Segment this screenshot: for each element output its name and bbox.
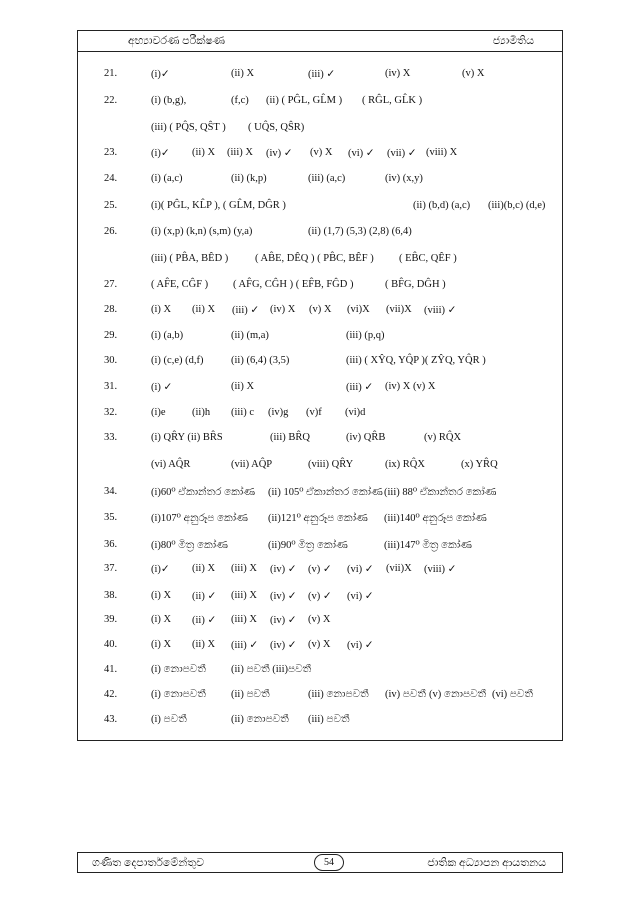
question-number: 24. <box>104 173 118 184</box>
answer-item: (iii) X <box>231 590 257 601</box>
answer-item: (i) (c,e) (d,f) <box>151 355 204 366</box>
question-number: 41. <box>104 664 118 675</box>
answer-row <box>77 147 563 167</box>
answer-row <box>77 200 563 220</box>
answer-item: (iii)(b,c) (d,e) <box>488 200 546 211</box>
answer-item: (v) ✓ <box>308 564 332 575</box>
answer-row <box>77 639 563 659</box>
answer-row <box>77 432 563 452</box>
header-right-title: ජ්‍යාමිතිය <box>492 35 534 47</box>
answer-item: (v) ✓ <box>308 591 332 602</box>
answer-item: (iv) (x,y) <box>385 173 423 184</box>
answer-row <box>77 512 563 532</box>
answer-item: (iii) ( XŶQ, YQ̂P )( ZŶQ, YQ̂R ) <box>346 355 486 366</box>
answer-item: (i) නොපවතී <box>151 664 206 675</box>
answer-item: (v)f <box>306 407 322 418</box>
answer-item: (ii) ( PĜL, GL̂M ) <box>266 95 343 106</box>
answer-item: (i) පවතී <box>151 714 187 725</box>
answer-item: (iii) X <box>231 614 257 625</box>
answer-item: (ii) X <box>192 563 216 574</box>
answer-item: (ii) X <box>192 304 216 315</box>
question-number: 21. <box>104 68 118 79</box>
question-number: 42. <box>104 689 118 700</box>
answer-item: ( UQ̂S, QŜR) <box>248 122 305 133</box>
answer-item: (iv) ✓ <box>270 615 297 626</box>
answer-item: (v) X <box>309 304 332 315</box>
answer-item: (i)✓ <box>151 69 170 80</box>
answer-item: ( RĜL, GL̂K ) <box>362 95 423 106</box>
question-number: 29. <box>104 330 118 341</box>
answer-item: (iii) X <box>231 563 257 574</box>
answer-item: (i) X <box>151 304 172 315</box>
answer-item: (i) QR̂Y (ii) BR̂S <box>151 432 223 443</box>
answer-item: (i)e <box>151 407 166 418</box>
answer-item: (iii) (a,c) <box>308 173 346 184</box>
answer-row <box>77 279 563 299</box>
answer-item: (iv) X <box>385 68 411 79</box>
answer-item: (i) (a,b) <box>151 330 184 341</box>
answer-item: (ii) X <box>192 147 216 158</box>
answer-row <box>77 664 563 684</box>
question-number: 23. <box>104 147 118 158</box>
question-number: 25. <box>104 200 118 211</box>
answer-item: (vi) ✓ <box>347 591 374 602</box>
answer-item: (iv) පවතී <box>385 689 426 700</box>
answer-row <box>77 407 563 427</box>
answer-item: (ii) පවතී <box>231 689 270 700</box>
answer-item: (v) X <box>462 68 485 79</box>
answer-item: (i) (x,p) (k,n) (s,m) (y,a) <box>151 226 253 237</box>
question-number: 35. <box>104 512 118 523</box>
answer-item: (v) X <box>308 614 331 625</box>
answer-item: ( EB̂C, QÊF ) <box>399 253 457 264</box>
answer-item: (vii)X <box>386 563 412 574</box>
answer-item: ( AB̂E, DÊQ ) ( PB̂C, BÊF ) <box>255 253 374 264</box>
answer-item: (ii) ✓ <box>192 615 217 626</box>
answer-item: (x) YR̂Q <box>461 459 498 470</box>
answer-row <box>77 355 563 375</box>
answer-row <box>77 253 563 273</box>
answer-item: ( AF̂E, CĜF ) <box>151 279 209 290</box>
header-left-title: අභ්‍යාවරණ පරීක්ෂණ <box>128 35 225 47</box>
answer-item: (iii) ✓ <box>308 69 336 80</box>
answer-item: (iv) X <box>270 304 296 315</box>
answer-item: (v) RQ̂X <box>424 432 462 443</box>
answer-item: (vi)X <box>347 304 370 315</box>
answer-item: (iv) QR̂B <box>346 432 386 443</box>
answer-item: (viii) X <box>426 147 458 158</box>
answer-item: (ii)h <box>192 407 211 418</box>
answer-item: (i) නොපවතී <box>151 689 206 700</box>
answer-item: (iii) නොපවතී <box>308 689 369 700</box>
answer-item: (ix) RQ̂X <box>385 459 425 470</box>
answer-item: (vi) ✓ <box>348 148 375 159</box>
answer-item: (vii) AQ̂P <box>231 459 273 470</box>
answer-item: (vi) AQ̂R <box>151 459 191 470</box>
answer-item: (ii) පවතී (iii)පවතී <box>231 664 312 675</box>
answer-item: (iv) ✓ <box>270 564 297 575</box>
footer-institute: ජාතික අධ්‍යාපන ආයතනය <box>427 857 546 869</box>
answer-item: (ii) ✓ <box>192 591 217 602</box>
answer-item: (viii) QR̂Y <box>308 459 354 470</box>
question-number: 27. <box>104 279 118 290</box>
question-number: 28. <box>104 304 118 315</box>
answer-item: (iv)g <box>268 407 289 418</box>
answer-row <box>77 486 563 506</box>
answer-item: (ii) (b,d) (a,c) <box>413 200 471 211</box>
answer-row <box>77 563 563 583</box>
answer-item: (iii) ( PB̂A, BÊD ) <box>151 253 229 264</box>
answer-item: (iv) ✓ <box>270 591 297 602</box>
answer-item: (i) X <box>151 614 172 625</box>
answer-item: (iii)140⁰ අනුරූප කෝණ <box>384 513 487 524</box>
answer-item: (iv) ✓ <box>266 148 293 159</box>
answer-item: (i)( PĜL, KL̂P ), ( GL̂M, DĜR ) <box>151 200 286 211</box>
question-number: 32. <box>104 407 118 418</box>
answer-row <box>77 68 563 88</box>
answer-item: (vii) ✓ <box>387 148 417 159</box>
answer-item: (iii) ✓ <box>231 640 259 651</box>
answer-item: (vii)X <box>386 304 412 315</box>
answer-item: (f,c) <box>231 95 249 106</box>
answer-item: (v) X <box>308 639 331 650</box>
answer-item: (iii) X <box>227 147 253 158</box>
question-number: 34. <box>104 486 118 497</box>
question-number: 37. <box>104 563 118 574</box>
answer-row <box>77 459 563 479</box>
answer-row <box>77 381 563 401</box>
answer-item: (vi) ✓ <box>347 640 374 651</box>
answer-row <box>77 614 563 634</box>
answer-item: (ii) (m,a) <box>231 330 269 341</box>
question-number: 30. <box>104 355 118 366</box>
answer-row <box>77 590 563 610</box>
answer-item: (ii) X <box>231 68 255 79</box>
answer-item: (ii)90⁰ මිත්‍ර කෝණ <box>268 540 348 551</box>
page-number: 54 <box>314 854 344 871</box>
answer-row <box>77 95 563 115</box>
answer-item: (iii) BR̂Q <box>270 432 310 443</box>
answer-item: (vi)d <box>345 407 366 418</box>
answer-row <box>77 122 563 142</box>
question-number: 22. <box>104 95 118 106</box>
answer-item: (ii) 105⁰ ඒකාන්තර කෝණ <box>268 487 383 498</box>
answer-item: (ii) නොපවතී <box>231 714 289 725</box>
answer-item: (ii) (1,7) (5,3) (2,8) (6,4) <box>308 226 412 237</box>
answer-item: (viii) ✓ <box>424 564 457 575</box>
question-number: 36. <box>104 539 118 550</box>
question-number: 31. <box>104 381 118 392</box>
answer-item: ( BF̂G, DĜH ) <box>385 279 446 290</box>
answer-item: (i)80⁰ මිත්‍ර කෝණ <box>151 540 228 551</box>
answer-row <box>77 689 563 709</box>
answer-item: ( AF̂G, CĜH ) ( EF̂B, FĜD ) <box>233 279 354 290</box>
answer-item: (i)107⁰ අනුරූප කෝණ <box>151 513 248 524</box>
answer-item: (iii) (p,q) <box>346 330 385 341</box>
answer-row <box>77 714 563 734</box>
question-number: 43. <box>104 714 118 725</box>
footer-department: ගණිත දෙපාර්තමේන්තුව <box>92 857 205 869</box>
question-number: 26. <box>104 226 118 237</box>
answer-item: (i)✓ <box>151 564 170 575</box>
answer-row <box>77 539 563 559</box>
answer-item: (iii) 88⁰ ඒකාන්තර කෝණ <box>384 487 497 498</box>
answer-item: (ii) (k,p) <box>231 173 267 184</box>
answer-item: (iii) පවතී <box>308 714 350 725</box>
question-number: 33. <box>104 432 118 443</box>
answer-item: (viii) ✓ <box>424 305 457 316</box>
answer-item: (ii) (6,4) (3,5) <box>231 355 290 366</box>
answer-item: (i) X <box>151 590 172 601</box>
question-number: 40. <box>104 639 118 650</box>
answer-item: (ii)121⁰ අනුරූප කෝණ <box>268 513 368 524</box>
answer-item: (ii) X <box>192 639 216 650</box>
answer-item: (vi) ✓ <box>347 564 374 575</box>
answer-item: (iii) c <box>231 407 255 418</box>
answer-row <box>77 304 563 324</box>
page-header <box>77 30 563 52</box>
page-footer <box>77 852 563 873</box>
answer-item: (i) X <box>151 639 172 650</box>
answer-item: (iv) X (v) X <box>385 381 436 392</box>
answer-item: (vi) පවතී <box>492 689 533 700</box>
answer-item: (i) (a,c) <box>151 173 183 184</box>
answer-item: (i) ✓ <box>151 382 173 393</box>
answer-item: (ii) X <box>231 381 255 392</box>
question-number: 38. <box>104 590 118 601</box>
answer-item: (iii)147⁰ මිත්‍ර කෝණ <box>384 540 472 551</box>
answer-item: (i)60⁰ ඒකාන්තර කෝණ <box>151 487 255 498</box>
answer-row <box>77 173 563 193</box>
answer-item: (iii) ( PQ̂S, QŜT ) <box>151 122 226 133</box>
answer-row <box>77 330 563 350</box>
answer-item: (iii) ✓ <box>346 382 374 393</box>
answer-item: (v) නොපවතී <box>429 689 487 700</box>
answer-item: (i)✓ <box>151 148 170 159</box>
answer-row <box>77 226 563 246</box>
answer-item: (v) X <box>310 147 333 158</box>
question-number: 39. <box>104 614 118 625</box>
answer-item: (i) (b,g), <box>151 95 187 106</box>
answer-item: (iv) ✓ <box>270 640 297 651</box>
answer-item: (iii) ✓ <box>232 305 260 316</box>
